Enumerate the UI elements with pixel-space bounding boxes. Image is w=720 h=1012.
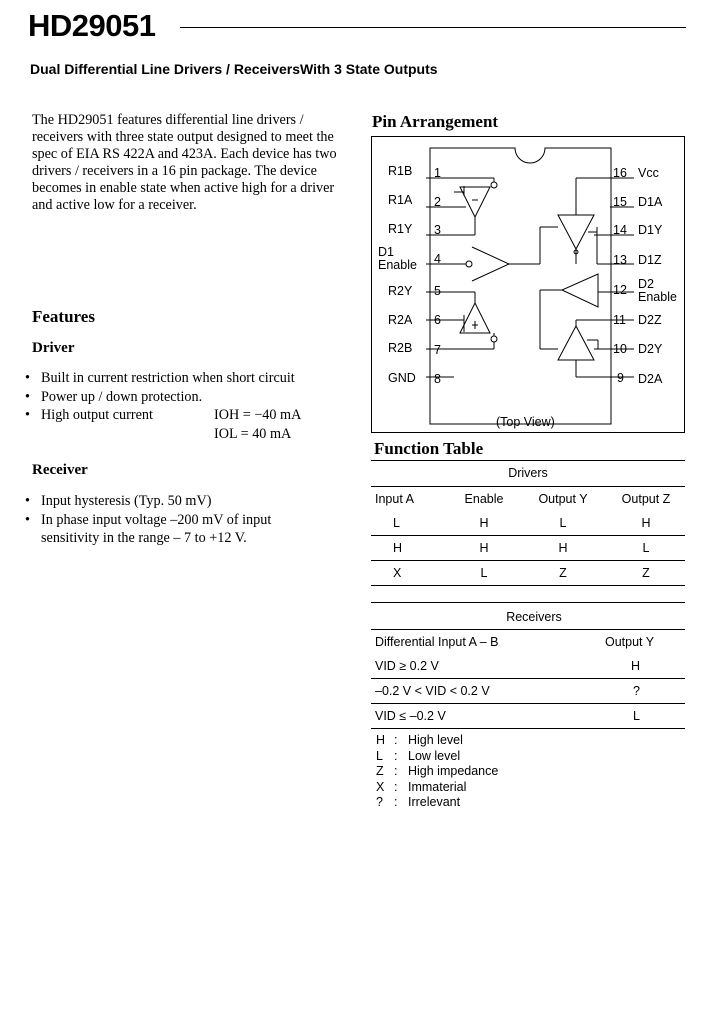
legend-meaning: Irrelevant <box>408 795 461 810</box>
pin-arrangement-diagram <box>371 136 685 433</box>
table-cell: H <box>558 541 568 555</box>
enable-2-symbol <box>562 274 598 307</box>
pin-14-name: D1Y <box>638 223 663 237</box>
function-table-heading: Function Table <box>374 439 484 458</box>
legend-meaning: Low level <box>408 748 461 763</box>
drivers-table-title: Drivers <box>508 466 548 480</box>
table-row <box>371 511 685 536</box>
pin-15-number: 15 <box>613 195 627 209</box>
legend-item: L : Low level <box>376 748 461 763</box>
pin-1-name: R1B <box>388 164 413 178</box>
table-header-row <box>371 487 685 511</box>
table-cell: Z <box>642 566 650 580</box>
table-cell: L <box>559 516 567 530</box>
legend-item: X : Immaterial <box>376 779 467 794</box>
table-row <box>371 561 685 586</box>
table-cell: H <box>479 541 489 555</box>
table-cell: L <box>480 566 488 580</box>
driver-feature-item: • Built in current restriction when short circuit <box>25 369 355 388</box>
table-header-row <box>371 630 685 654</box>
pin-7-name: R2B <box>388 341 413 355</box>
pin-4-name: D1 Enable <box>378 245 417 272</box>
receiver-feature-item: • Input hysteresis (Typ. 50 mV) <box>25 492 315 511</box>
table-cell: X <box>393 566 402 580</box>
pin-9-name: D2A <box>638 372 663 386</box>
table-cell: L <box>642 541 650 555</box>
high-output-current-label: • High output current <box>41 407 153 423</box>
receivers-top-rule <box>371 602 685 603</box>
table-header-cell: Output Y <box>605 635 655 649</box>
table-header-cell: Enable <box>464 492 504 506</box>
table-cell: H <box>641 516 651 530</box>
driver-feature-item <box>25 406 355 425</box>
receivers-function-table <box>371 630 685 729</box>
table-header-cell: Output Z <box>621 492 671 506</box>
table-row <box>371 536 685 561</box>
pin-13-number: 13 <box>613 253 627 267</box>
description-paragraph: The HD29051 features differential line drivers / receivers with three state output designed to meet the spec of EIA RS 422A and 423A. Each device has two drivers / receivers in a 16 pin package. The device becomes in enable state when active high for a driver and active low for a receiver. <box>32 112 337 213</box>
table-cell: Z <box>559 566 567 580</box>
pin-3-number: 3 <box>434 223 441 237</box>
table-cell: H <box>631 659 641 673</box>
pin-1-number: 1 <box>434 166 441 180</box>
iol-value: IOL = 40 mA <box>214 425 292 442</box>
pin-9-number: 9 <box>617 371 624 385</box>
legend-symbol: Z <box>376 764 384 779</box>
receiver-feature-item: • In phase input voltage –200 mV of input sensitivity in the range – 7 to +12 V. <box>25 511 315 548</box>
pin-3-name: R1Y <box>388 222 413 236</box>
pin-5-name: R2Y <box>388 284 413 298</box>
pin-11-number: 11 <box>613 313 626 327</box>
function-table-legend <box>376 733 498 811</box>
legend-item: H : High level <box>376 733 463 747</box>
pin-2-name: R1A <box>388 193 413 207</box>
pin-12-name: D2 Enable <box>638 277 677 304</box>
pin-6-number: 6 <box>434 313 441 327</box>
driver-heading: Driver <box>32 340 75 356</box>
pin-12-number: 12 <box>613 283 627 297</box>
title-rule <box>180 27 686 28</box>
document-subtitle: Dual Differential Line Drivers / ReceiversWith 3 State Outputs <box>30 61 438 77</box>
pin-8-name: GND <box>388 371 416 385</box>
table-row <box>371 654 685 679</box>
top-view-caption: (Top View) <box>496 415 555 429</box>
legend-symbol: ? <box>376 795 383 810</box>
function-table-rule <box>371 460 685 461</box>
receiver-features <box>25 492 315 548</box>
driver-feature-item: • Power up / down protection. <box>25 388 355 407</box>
pin-16-number: 16 <box>613 166 627 180</box>
pin-4-number: 4 <box>434 252 441 266</box>
table-row <box>371 679 685 704</box>
ioh-value: IOH = −40 mA <box>214 407 302 423</box>
legend-symbol: H <box>376 733 386 747</box>
legend-symbol: X <box>376 779 385 794</box>
pin-14-number: 14 <box>613 223 627 237</box>
table-cell: VID ≥ 0.2 V <box>375 659 439 673</box>
receiver-heading: Receiver <box>32 462 88 478</box>
enable-1-symbol <box>472 247 509 281</box>
pin-6-name: R2A <box>388 313 413 327</box>
table-cell: –0.2 V < VID < 0.2 V <box>375 684 490 698</box>
pin-10-number: 10 <box>613 342 627 356</box>
legend-meaning: High level <box>408 733 463 747</box>
drivers-function-table <box>371 487 685 586</box>
pin-13-name: D1Z <box>638 253 662 267</box>
legend-symbol: L <box>376 748 383 763</box>
pin-2-number: 2 <box>434 195 441 209</box>
table-cell: H <box>479 516 489 530</box>
table-cell: ? <box>633 684 640 698</box>
pin-10-name: D2Y <box>638 342 663 356</box>
pin-8-number: 8 <box>434 372 441 386</box>
table-cell: H <box>393 541 403 555</box>
part-number-title: HD29051 <box>28 8 156 43</box>
driver-2-symbol <box>558 326 594 360</box>
legend-meaning: High impedance <box>408 764 499 779</box>
legend-meaning: Immaterial <box>408 779 467 794</box>
table-cell: L <box>393 516 400 530</box>
receivers-table-title: Receivers <box>506 610 562 624</box>
pin-arrangement-heading: Pin Arrangement <box>372 112 499 131</box>
pin-5-number: 5 <box>434 284 441 298</box>
driver-features <box>25 369 355 443</box>
pin-16-name: Vcc <box>638 166 659 180</box>
features-heading: Features <box>32 307 95 326</box>
pin-11-name: D2Z <box>638 313 662 327</box>
table-cell: VID ≤ –0.2 V <box>375 709 446 723</box>
table-header-cell: Differential Input A – B <box>375 635 499 649</box>
table-header-cell: Input A <box>375 492 414 506</box>
pin-7-number: 7 <box>434 343 441 357</box>
legend-item: Z : High impedance <box>376 764 499 779</box>
table-cell: L <box>633 709 640 723</box>
ic-package-outline <box>430 148 611 424</box>
pin-15-name: D1A <box>638 195 663 209</box>
table-row <box>371 704 685 729</box>
table-header-cell: Output Y <box>538 492 588 506</box>
legend-item: ? : Irrelevant <box>376 795 461 810</box>
